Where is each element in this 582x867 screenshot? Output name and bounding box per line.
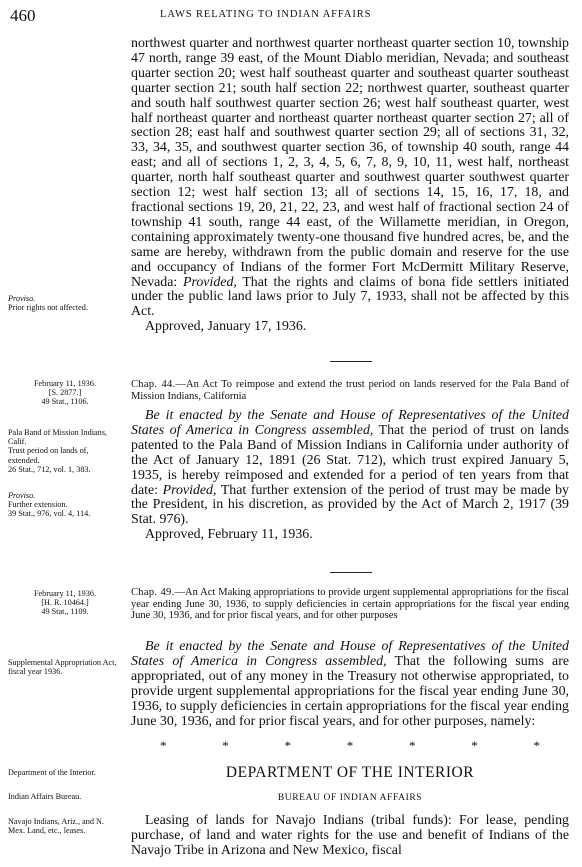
chapter-44-title: Chap. 44.—An Act To reimpose and extend the trust period on lands reserved for the Pala Band of Mission Indians, California	[131, 379, 569, 402]
act-paragraph: northwest quarter and northwest quarter northeast quarter section 10, township 47 north, range 39 east, of the Mount Diablo meridian, Nevada; and southeast quarter section 20; west half southeast quarter and southeast quarter southeast quarter section 21; south half section 22; northwest quarter, southeast quarter and south half southwest quarter section 26; west half southeast quarter, west half northeast quarter and northeast quarter northeast quarter section 27; all of section 28; east half and southwest quarter section 29; all of sections 31, 32, 33, 34, 35, and southwest quarter section 36, of township 40 south, range 44 east; and all of sections 1, 2, 3, 4, 5, 6, 7, 8, 9, 10, 11, west half, northeast quarter, north half southeast quarter and southwest quarter southwest quarter section 12; west half section 13; all of sections 14, 15, 16, 17, 18, and fractional sections 19, 20, 21, 22, 23, and west half of fractional section 24 of township 41 south, range 44 east, of the Willamette meridian, in Oregon, containing approximately twenty-one thousand five hundred acres, be, and the same are hereby, withdrawn from the public domain and reserve for the use and occupancy of Indians of the former Fort McDermitt Military Reserve, Nevada: Provided, That the rights and claims of bona fide settlers initiated under the public land laws prior to July 7, 1933, shall not be affected by this Act.	[131, 36, 569, 320]
margin-note-chap-49: February 11, 1936. [H. R. 10464.] 49 Stat., 1109.	[33, 589, 96, 617]
chapter-49-title: Chap. 49.—An Act Making appropriations to provide urgent supplemental appropriations for the fiscal year ending June 30, 1936, to supply deficiencies in certain appropriations for the fiscal year ending June 30, 1936, and for prior fiscal years, and for other purposes	[131, 587, 569, 622]
page-number: 460	[10, 6, 36, 25]
running-head: LAWS RELATING TO INDIAN AFFAIRS	[160, 9, 372, 20]
bureau-heading: BUREAU OF INDIAN AFFAIRS	[277, 793, 423, 803]
enacting-clause: Be it enacted by the Senate and House of Representatives of the United States of America in Congress assembled, That the period of trust on lands patented to the Pala Band of Mission Indians in California under authority of the Act of January 12, 1891 (26 Stat. 712), which trust expired January 5, 1935, is hereby reimposed and extended for a period of ten years from that date: Provided, That further extension of the period of trust may be made by the President, in his discretion, as provided by the Act of March 2, 1917 (39 Stat. 976).	[131, 408, 569, 528]
chapter-44-text	[131, 409, 569, 543]
approved-line: Approved, January 17, 1936.	[145, 319, 307, 335]
department-heading: DEPARTMENT OF THE INTERIOR	[225, 764, 475, 781]
approved-line: Approved, February 11, 1936.	[145, 527, 313, 543]
section-rule	[330, 361, 372, 362]
margin-note-bureau: Indian Affairs Bureau.	[8, 792, 82, 801]
margin-note-proviso-1: Proviso. Prior rights not affected.	[8, 294, 88, 313]
margin-note-proviso-2: Proviso. Further extension. 39 Stat., 976, vol. 4, 114.	[8, 491, 91, 519]
margin-note-department: Department of the Interior.	[8, 768, 96, 777]
margin-note-supplemental: Supplemental Appropriation Act, fiscal year 1936.	[8, 658, 117, 677]
omission-stars: * * * * * * *	[160, 738, 540, 753]
enacting-clause: Be it enacted by the Senate and House of Representatives of the United States of America in Congress assembled, That the following sums are appropriated, out of any money in the Treasury not otherwise appropriated, to provide urgent supplemental appropriations for the fiscal year ending June 30, 1936, to supply deficiencies in certain appropriations for the fiscal year ending June 30, 1936, and for prior fiscal years, and for other purposes, namely:	[131, 639, 569, 729]
margin-note-navajo: Navajo Indians, Ariz., and N. Mex. Land, etc., leases.	[8, 817, 104, 836]
chapter-49-text	[131, 640, 569, 729]
navajo-paragraph: Leasing of lands for Navajo Indians (tribal funds): For lease, pending purchase, of land and water rights for the use and benefit of Indians of the Navajo Tribe in Arizona and New Mexico, fiscal	[131, 813, 569, 859]
section-rule	[330, 572, 372, 573]
margin-note-chap-44: February 11, 1936. [S. 2877.] 49 Stat., 1106.	[33, 379, 96, 407]
act-continuation	[131, 37, 569, 335]
margin-note-pala: Pala Band of Mission Indians, Calif. Trust period on lands of, extended. 26 Stat., 712, vol. 1, 383.	[8, 428, 107, 474]
